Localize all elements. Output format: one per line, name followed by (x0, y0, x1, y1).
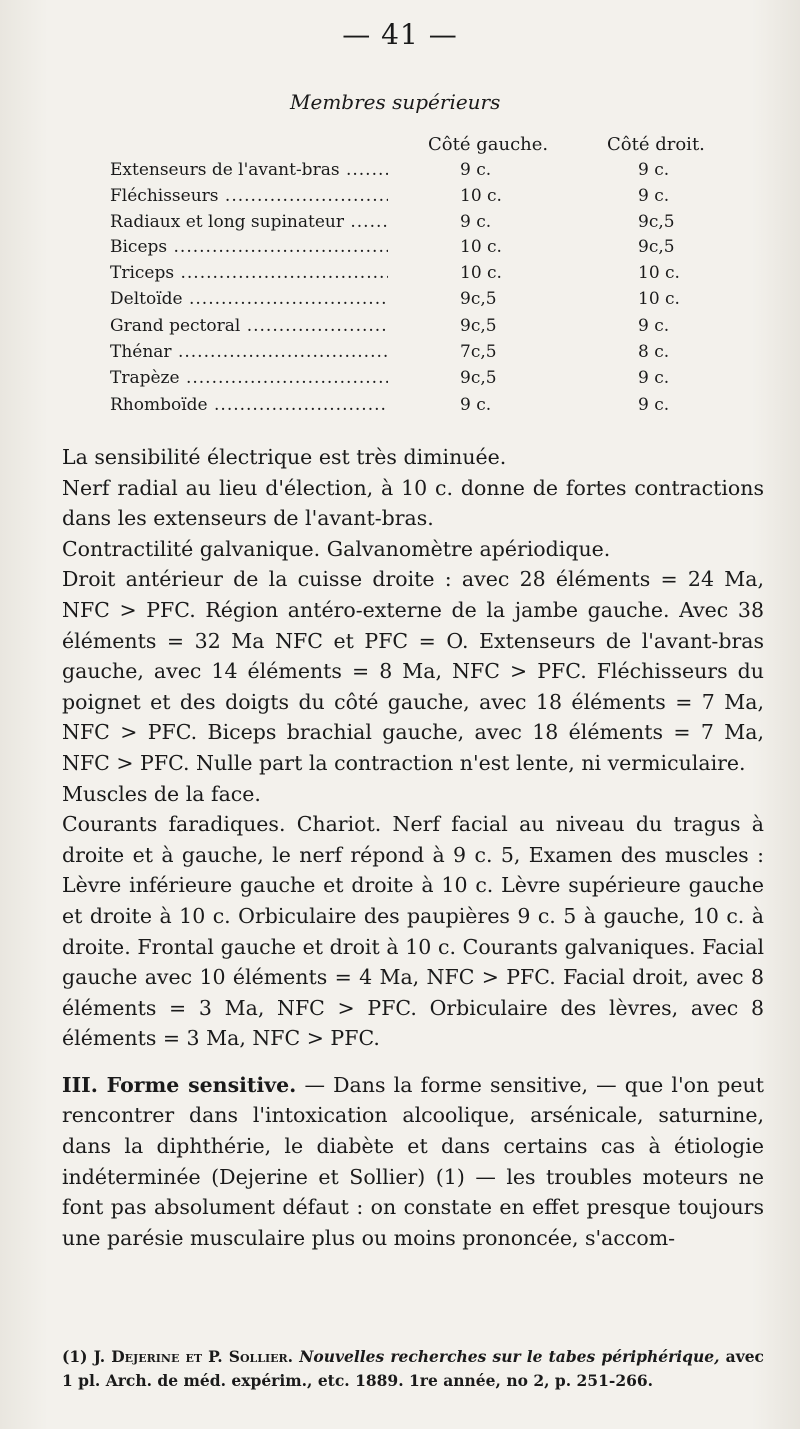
table-row (110, 395, 710, 417)
table-row (110, 263, 710, 285)
section-text: — Dans la forme sensitive, — que l'on peut rencontrer dans l'intoxication alcoolique, arsénicale, saturnine, dans la diphthérie, le diabète et dans certains cas à étiologie indéterminée (Dejerine et Sollier) (1) — les troubles moteurs ne font pas absolument défaut : on constate en effet presque toujours une parésie musculaire plus ou moins prononcée, s'accom- (62, 1072, 764, 1250)
left-value: 7c,5 (460, 342, 497, 362)
paragraph: Muscles de la face. (62, 781, 261, 806)
paragraph: Nerf radial au lieu d'élection, à 10 c. donne de fortes contractions dans les extenseurs de l'avant-bras. (62, 475, 764, 531)
left-value: 9 c. (460, 160, 492, 180)
body-text (62, 442, 764, 1253)
muscle-name: Rhomboïde ..... (110, 395, 388, 415)
muscle-name: Triceps ..... (110, 263, 388, 283)
paragraph: Courants faradiques. Chariot. Nerf facial au niveau du tragus à droite et à gauche, le nerf répond à 9 c. 5, Examen des muscles : Lèvre inférieure gauche et droite à 10 c. Lèvre supérieure gauche et droite à 10 c. Orbiculaire des paupières 9 c. 5 à gauche, 10 c. à droite. Frontal gauche et droit à 10 c. Courants galvaniques. Facial gauche avec 10 éléments = 4 Ma, NFC > PFC. Facial droit, avec 8 éléments = 3 Ma, NFC > PFC. Orbiculaire des lèvres, avec 8 éléments = 3 Ma, NFC > PFC. (62, 812, 764, 1051)
muscle-name: Extenseurs de l'avant-bras ..... (110, 160, 388, 180)
muscle-name: Trapèze ..... (110, 368, 388, 388)
table-row (110, 160, 710, 182)
right-value: 10 c. (638, 263, 680, 283)
left-value: 9 c. (460, 212, 492, 232)
right-value: 9 c. (638, 316, 670, 336)
footnote-citation: avec 1 pl. Arch. de méd. expérim., etc. 1889. 1re année, no 2, p. 251-266. (62, 1347, 764, 1390)
section-title: III. Forme sensitive. (62, 1072, 297, 1097)
left-value: 9c,5 (460, 316, 497, 336)
table-title: Membres supérieurs (290, 90, 501, 114)
column-header-right: Côté droit. (607, 134, 705, 155)
right-value: 9 c. (638, 395, 670, 415)
table-row (110, 212, 710, 234)
footnote (62, 1345, 764, 1393)
muscle-name: Fléchisseurs ..... (110, 186, 388, 206)
muscle-name: Thénar ..... (110, 342, 388, 362)
footnote-marker: (1) (62, 1347, 94, 1366)
left-value: 9c,5 (460, 289, 497, 309)
left-value: 10 c. (460, 237, 502, 257)
table-row (110, 342, 710, 364)
left-value: 10 c. (460, 263, 502, 283)
right-value: 9c,5 (638, 237, 675, 257)
left-value: 9 c. (460, 395, 492, 415)
paragraph: Droit antérieur de la cuisse droite : avec 28 éléments = 24 Ma, NFC > PFC. Région antéro-externe de la jambe gauche. Avec 38 éléments = 32 Ma NFC et PFC = O. Extenseurs de l'avant-bras gauche, avec 14 éléments = 8 Ma, NFC > PFC. Fléchisseurs du poignet et des doigts du côté gauche, avec 18 éléments = 7 Ma, NFC > PFC. Biceps brachial gauche, avec 18 éléments = 7 Ma, NFC > PFC. Nulle part la contraction n'est lente, ni vermiculaire. (62, 567, 764, 775)
muscle-name: Biceps ..... (110, 237, 388, 257)
column-header-left: Côté gauche. (428, 134, 549, 155)
section-paragraph (62, 1070, 764, 1254)
right-value: 9c,5 (638, 212, 675, 232)
table-row (110, 289, 710, 311)
left-value: 10 c. (460, 186, 502, 206)
right-value: 9 c. (638, 368, 670, 388)
paragraph: La sensibilité électrique est très diminuée. (62, 445, 507, 469)
footnote-authors: J. Dejerine et P. Sollier. (93, 1347, 294, 1366)
muscle-name: Deltoïde ..... (110, 289, 388, 309)
right-value: 9 c. (638, 160, 670, 180)
right-value: 9 c. (638, 186, 670, 206)
page-number: — 41 — (342, 18, 458, 51)
right-value: 10 c. (638, 289, 680, 309)
table-row (110, 316, 710, 338)
paragraph-spacer (62, 1054, 764, 1070)
table-row (110, 237, 710, 259)
left-value: 9c,5 (460, 368, 497, 388)
right-value: 8 c. (638, 342, 670, 362)
muscle-name: Radiaux et long supinateur ..... (110, 212, 388, 232)
footnote-title: Nouvelles recherches sur le tabes périphérique, (293, 1347, 720, 1366)
muscle-name: Grand pectoral ..... (110, 316, 388, 336)
paragraph: Contractilité galvanique. Galvanomètre apériodique. (62, 536, 611, 561)
table-row (110, 186, 710, 208)
table-row (110, 368, 710, 390)
